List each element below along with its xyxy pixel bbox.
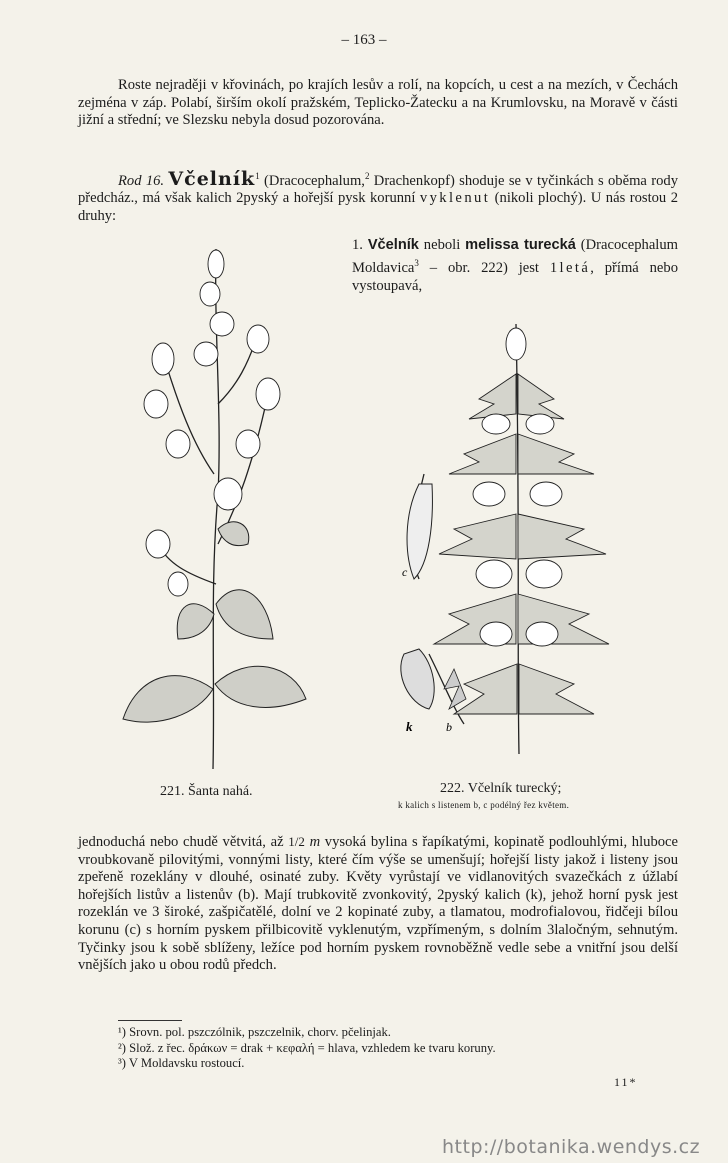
paragraph-description [78,833,678,975]
species-intro [352,236,678,295]
label-c: c [402,565,408,579]
source-url[interactable]: http://botanika.wendys.cz [442,1136,701,1158]
caption-fig221: 221. Šanta nahá. [160,784,253,799]
species-text-c: , přímá nebo vystoupavá, [352,259,678,294]
page-number: – 163 – [341,32,387,48]
paragraph-habitat: Roste nejraději v křovinách, po krajích lesův a rolí, na kopcích, u cest a na mezích, v Čechách zejména v záp. Polabí, širším okolí pražském, Teplicko-Žatecku a na Krumlovsku, na Moravě v části jižní a střední; ve Slezsku nebyla dosud pozorována. [78,77,678,129]
genus-text-a: (Dracocephalum, [259,172,365,189]
footnote-ref-3: 3 [414,258,419,268]
unit-m: m [304,834,321,850]
label-b: b [446,720,452,734]
caption-fig222: 222. Včelník turecký; [440,781,562,796]
label-k: k [406,719,413,734]
caption-fig222-detail: k kalich s listenem b, c podélný řez květem. [398,800,570,810]
species-text-b: – obr. 222) jest [418,259,550,276]
species-name: Včelník [367,237,419,253]
species-mid: neboli [418,237,466,253]
footnote-ref-1: 1 [255,171,260,181]
genus-text-c: (nikoli plochý). U nás rostou 2 druhy: [78,190,678,225]
species-alt-name: melissa turecká [465,237,576,253]
footnote-divider [118,1020,182,1021]
desc-text-a: jednoduchá nebo chudě větvitá, až [78,834,289,850]
paragraph-genus-intro [78,168,678,226]
genus-number: Rod 16. [118,172,165,189]
footnote-1: ¹) Srovn. pol. pszczólnik, pszczelnik, chorv. pčelinjak. [118,1025,391,1039]
footnote-ref-2: 2 [364,171,370,181]
illustration-dragonhead [384,314,626,754]
spaced-word: vyklenut [419,190,491,207]
desc-text-b: vysoká bylina s řapíkatými, kopinatě podlouhlými, hluboce vroubkovaně pilovitými, vonnými listy, které čím výše se umenšují; hořejší listy jakož i listeny jsou zpeřeně rozeklány v dlouhé, osinaté zuby. Květy vyrůstají ve vidlanovitých svazečkách z úžlabí hořejších listův a listenův (b). Mají trubkovitě zvonkovitý, 2pyský kalich (k), jehož horní pysk jest rozeklán ve 3 široké, zašpičatělé, dolní ve 2 kopinaté zuby, a tlamatou, modrofialovou, řidčeji bílou korunu (c) s horním pyskem přilbicovitě vyklenutým, vzpřímeným, s dolním 3laločným, sehnutým. Tyčinky jsou k sobě sblíženy, ležíce pod horním pyskem rovnoběžně vedle sebe a vnitřní jsou delší vnějších jako u obou rodů předch. [78,834,678,974]
height-fraction: 1/2 [288,834,305,849]
illustration-catmint [118,244,308,774]
genus-name: Včelník [168,167,256,190]
spaced-annual: 1letá [549,259,591,276]
species-text-a: (Dracocephalum Moldavica [352,237,678,276]
species-number: 1. [352,237,368,253]
footnote-3: ³) V Moldavsku rostoucí. [118,1056,245,1070]
footnote-2: ²) Slož. z řec. δράκων = drak + κεφαλή = hlava, vzhledem ke tvaru koruny. [118,1041,496,1055]
signature-mark: 11* [614,1075,638,1089]
genus-text-b: Drachenkopf) shoduje se v tyčinkách s oběma rody předcház., má však kalich 2pyský a hořejší pysk korunní [78,172,678,207]
